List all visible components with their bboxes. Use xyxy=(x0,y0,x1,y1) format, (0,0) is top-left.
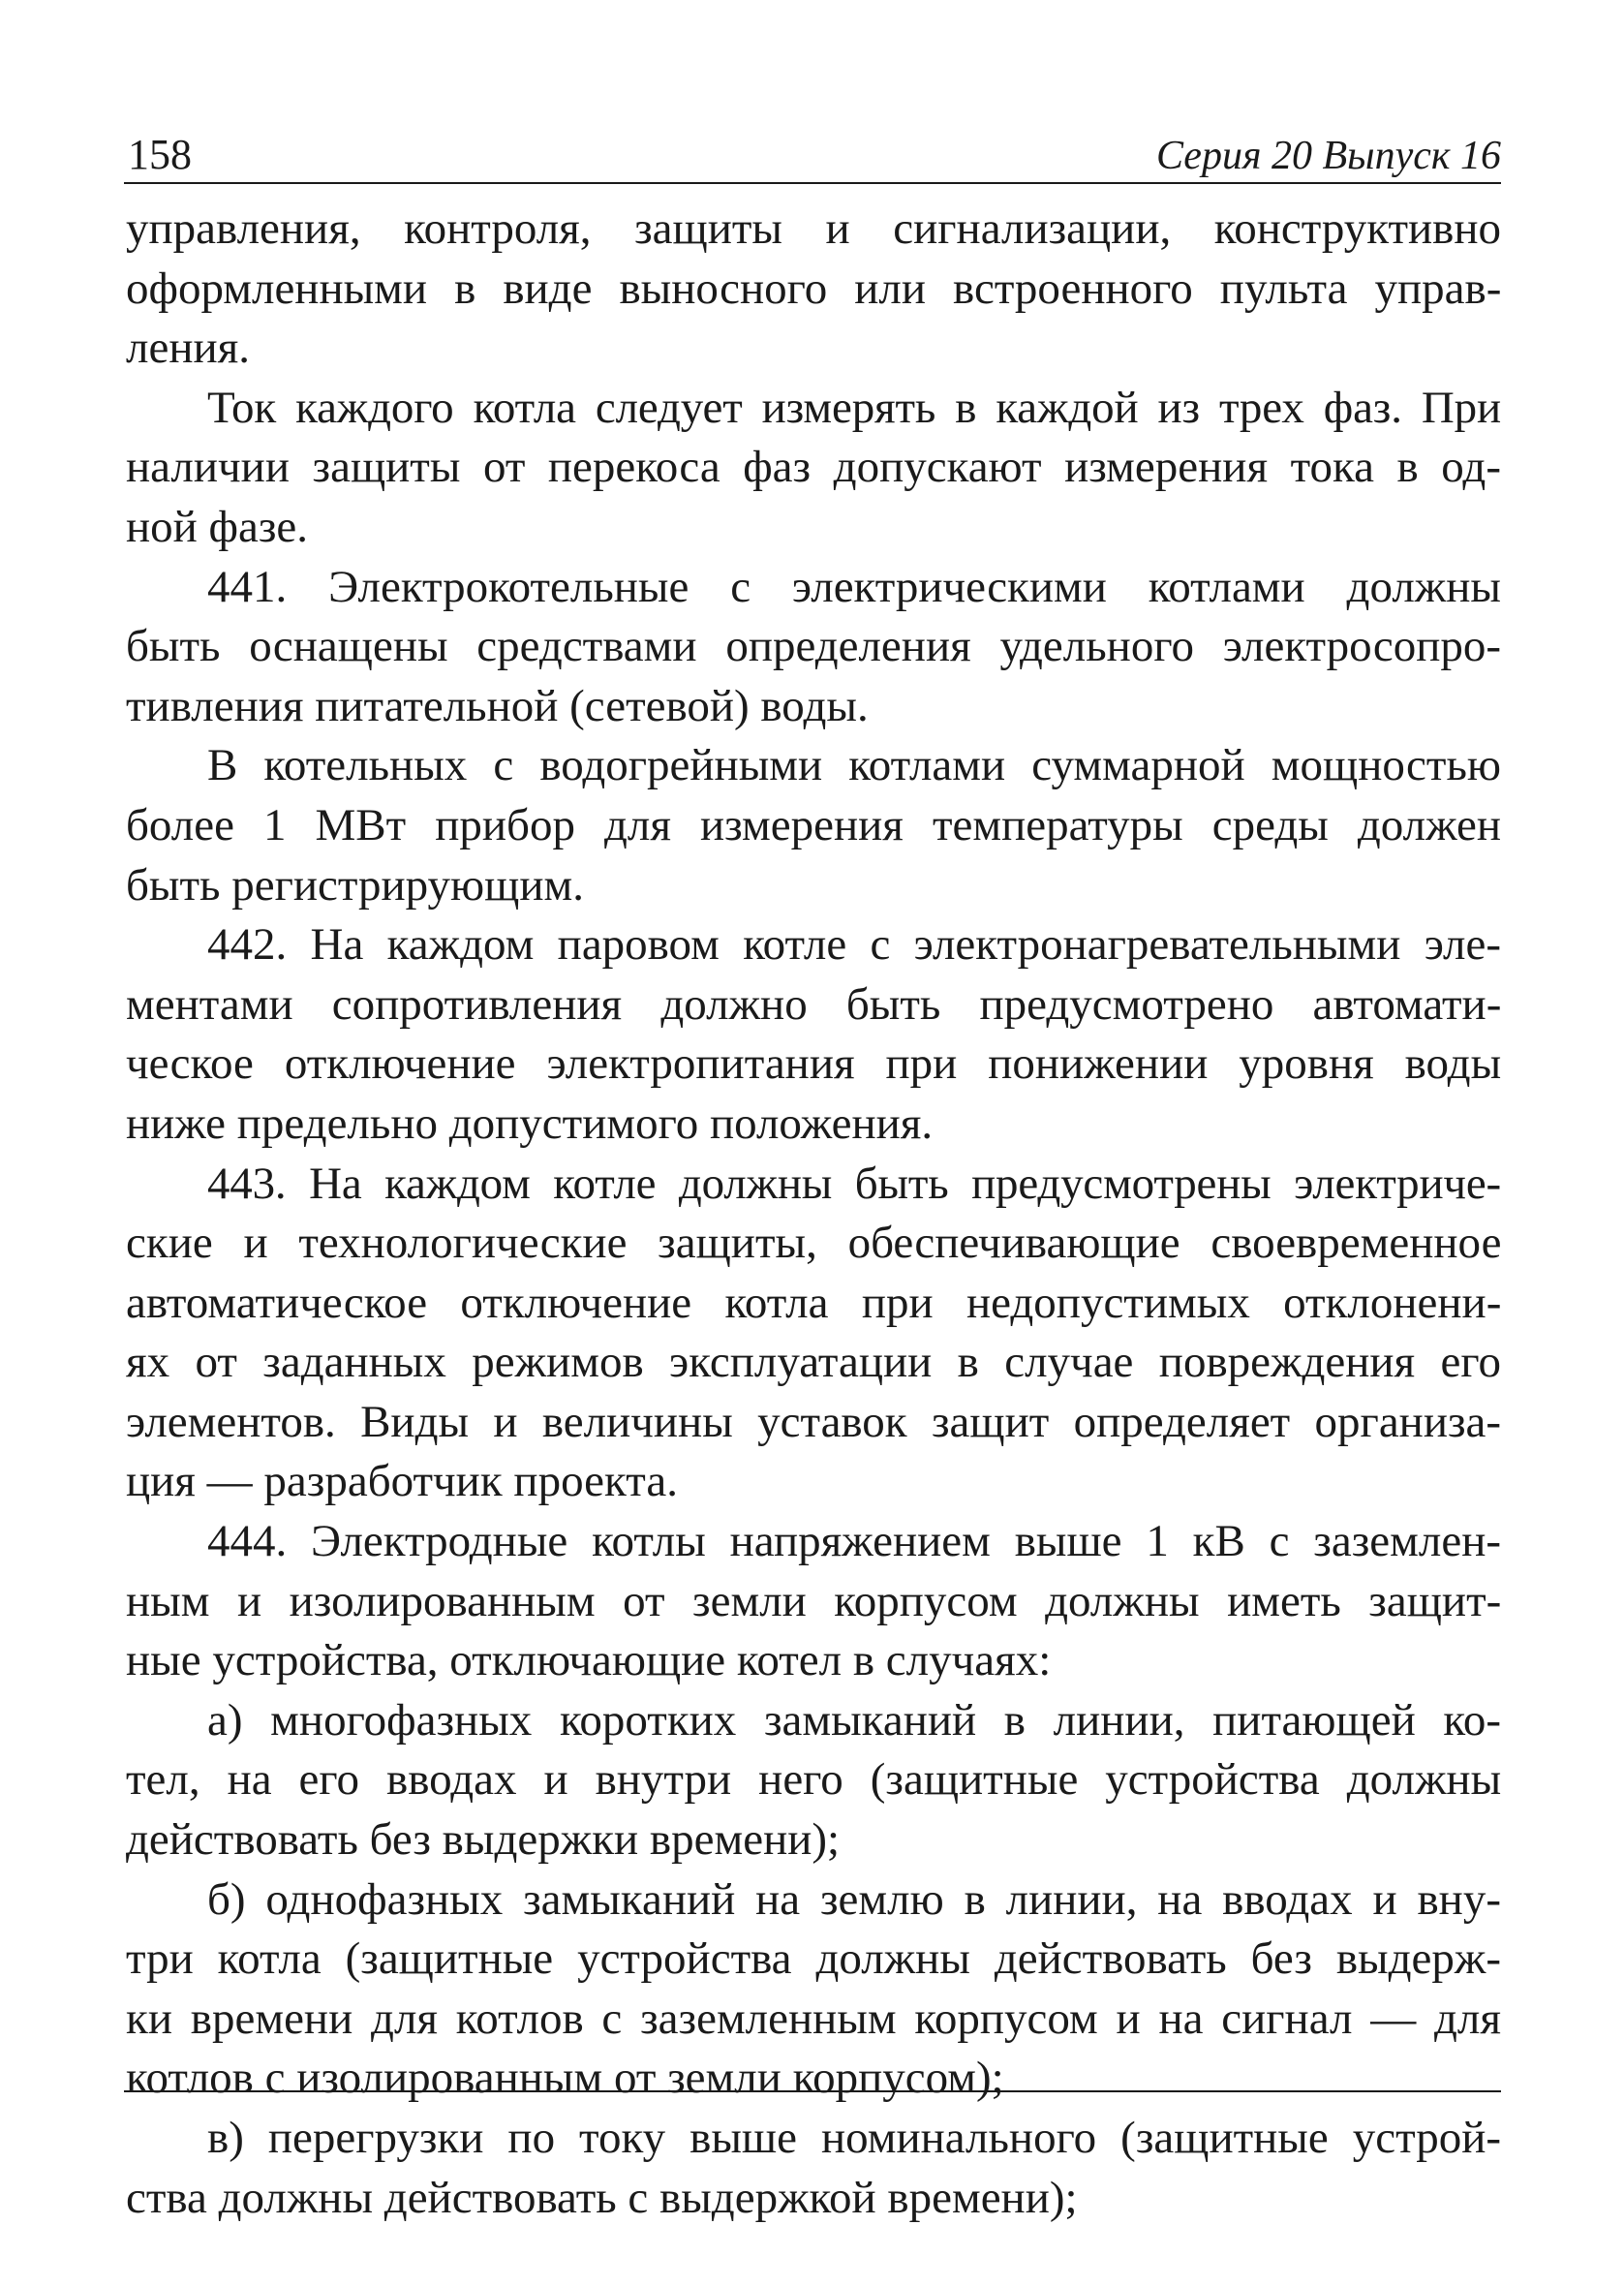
text-line: в) перегрузки по току выше номинального (защитные устрой- xyxy=(207,2113,1501,2163)
paragraph xyxy=(126,1870,1501,2109)
text-line: наличии защиты от перекоса фаз допускают измерения тока в од- xyxy=(126,442,1501,493)
page-number: 158 xyxy=(128,131,192,178)
text-line: автоматическое отключение котла при недопустимых отклонени- xyxy=(126,1277,1502,1328)
paragraph xyxy=(126,2109,1501,2228)
paragraph xyxy=(126,558,1501,737)
text-line: тивления питательной (сетевой) воды. xyxy=(126,680,869,731)
text-line: 444. Электродные котлы напряжением выше 1 кВ с заземлен- xyxy=(207,1516,1501,1567)
text-line: ки времени для котлов с заземленным корпусом и на сигнал — для xyxy=(126,1993,1501,2044)
paragraph xyxy=(126,1155,1501,1513)
text-line: три котла (защитные устройства должны действовать без выдерж- xyxy=(126,1933,1501,1985)
running-head: Серия 20 Выпуск 16 xyxy=(1156,134,1501,178)
text-line: ной фазе. xyxy=(126,501,309,552)
paragraph xyxy=(126,1691,1501,1870)
text-line: 442. На каждом паровом котле с электронагревательными эле- xyxy=(207,919,1501,971)
text-line: элементов. Виды и величины уставок защит определяет организа- xyxy=(126,1396,1502,1447)
paragraph xyxy=(126,200,1501,379)
text-line: котлов с изолированным от земли корпусом); xyxy=(126,2053,1004,2104)
paragraph xyxy=(126,1512,1501,1691)
text-line: быть регистрирующим. xyxy=(126,859,584,911)
text-line: 441. Электрокотельные с электрическими котлами должны xyxy=(207,561,1501,612)
paragraph xyxy=(126,915,1501,1154)
text-line: ментами сопротивления должно быть предусмотрено автомати- xyxy=(126,978,1502,1030)
text-line: быть оснащены средствами определения удельного электросопро- xyxy=(126,621,1501,672)
text-line: В котельных с водогрейными котлами суммарной мощностью xyxy=(207,740,1501,791)
text-line: ские и технологические защиты, обеспечивающие своевременное xyxy=(126,1218,1502,1269)
text-line: 443. На каждом котле должны быть предусмотрены электриче- xyxy=(207,1158,1501,1209)
text-line: ческое отключение электропитания при понижении уровня воды xyxy=(126,1038,1502,1090)
text-line: ниже предельно допустимого положения. xyxy=(126,1097,934,1149)
text-line: а) многофазных коротких замыканий в линии, питающей ко- xyxy=(207,1694,1501,1746)
text-line: ства должны действовать с выдержкой времени); xyxy=(126,2172,1078,2223)
text-line: тел, на его вводах и внутри него (защитные устройства должны xyxy=(126,1754,1502,1806)
text-line: оформленными в виде выносного или встроенного пульта управ- xyxy=(126,263,1502,314)
paragraph xyxy=(126,736,1501,915)
bottom-rule xyxy=(124,2090,1501,2092)
text-line: б) однофазных замыканий на землю в линии, на вводах и вну- xyxy=(207,1873,1501,1925)
body-text xyxy=(126,200,1501,2228)
paragraph xyxy=(126,379,1501,558)
text-line: более 1 МВт прибор для измерения температуры среды должен xyxy=(126,799,1501,850)
text-line: Ток каждого котла следует измерять в каждой из трех фаз. При xyxy=(207,382,1501,433)
text-line: ция — разработчик проекта. xyxy=(126,1456,678,1507)
text-line: действовать без выдержки времени); xyxy=(126,1814,841,1866)
text-line: ления. xyxy=(126,323,250,374)
text-line: ные устройства, отключающие котел в случаях: xyxy=(126,1635,1052,1686)
text-line: ях от заданных режимов эксплуатации в случае повреждения его xyxy=(126,1337,1502,1388)
text-line: управления, контроля, защиты и сигнализации, конструктивно xyxy=(126,203,1501,254)
page-header xyxy=(124,124,1501,184)
text-line: ным и изолированным от земли корпусом должны иметь защит- xyxy=(126,1575,1502,1626)
